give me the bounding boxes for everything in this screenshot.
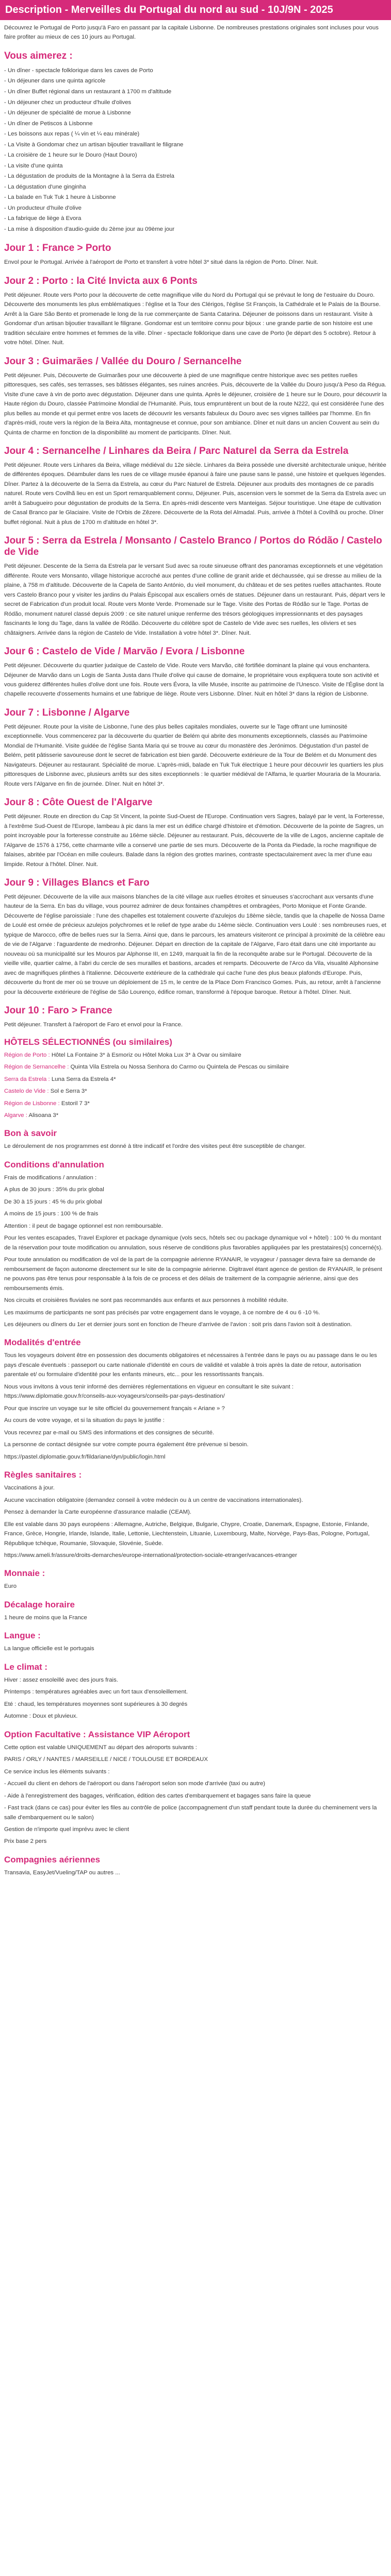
hotels-heading: HÔTELS SÉLECTIONNÉS (ou similaires) bbox=[4, 1037, 172, 1047]
section-title: Option Facultative : Assistance VIP Aéroport bbox=[4, 1729, 190, 1739]
section-text: Nous vous invitons à vous tenir informé des dernières réglementations en vigueur en consultant le site suivant : https://www.diplomatie.gouv.fr/conseils-aux-voyageurs/conseils-par-pays-destination/ bbox=[4, 1383, 294, 1400]
section-text: Ce service inclus les éléments suivants : bbox=[4, 1768, 110, 1775]
hotel-entry bbox=[4, 1087, 387, 1096]
hotel-name: Estoril 7 3* bbox=[61, 1100, 90, 1107]
section-title: Compagnies aériennes bbox=[4, 1854, 101, 1865]
hotel-entry bbox=[4, 1050, 387, 1060]
hotel-entry bbox=[4, 1062, 387, 1072]
section-text: Frais de modifications / annulation : bbox=[4, 1174, 97, 1181]
day-title: Jour 4 : Sernancelhe / Linhares da Beira / Parc Naturel da Serra da Estrela bbox=[4, 446, 349, 456]
section-text: Aucune vaccination obligatoire (demandez conseil à votre médecin ou à un centre de vaccinations internationales). bbox=[4, 1497, 303, 1503]
section-text: Nos circuits et croisières fluviales ne sont pas recommandés aux enfants et aux personnes à mobilité réduite. bbox=[4, 1297, 288, 1304]
section-title: Langue : bbox=[4, 1631, 41, 1641]
hotel-region: Région de Sernancelhe : bbox=[4, 1064, 69, 1071]
section-text: De 30 à 15 jours : 45 % du prix global bbox=[4, 1198, 102, 1205]
section-text: A moins de 15 jours : 100 % de frais bbox=[4, 1211, 99, 1217]
hotel-name: Alisoana 3* bbox=[28, 1112, 59, 1118]
highlight-item: - Un producteur d'huile d'olive bbox=[4, 205, 82, 211]
section-title: Bon à savoir bbox=[4, 1128, 57, 1139]
hotel-region: Algarve : bbox=[4, 1112, 27, 1118]
section-text: Hiver : assez ensoleillé avec des jours frais. bbox=[4, 1676, 118, 1683]
day-title: Jour 6 : Castelo de Vide / Marvão / Evora / Lisbonne bbox=[4, 646, 245, 657]
section-text: Automne : Doux et pluvieux. bbox=[4, 1713, 78, 1720]
hotel-entry bbox=[4, 1075, 387, 1084]
itinerary bbox=[4, 243, 387, 1029]
day-text: Petit déjeuner. Descente de la Serra da Estrela par le versant Sud avec sa route sinueuse offrant des panoramas exceptionnels et une végétation différente. Route vers Monsanto, village historique accroché aux pentes d'une colline de granit aride et déchaussée, qui se dresse au milieu de la plaine, à 758 m d'altitude. Découverte de la Capela de Santo António, du vieil monument, du château et de ses petites ruelles attachantes. Route vers Castelo Branco pour y visiter les jardins du Palais Épiscopal aux escaliers ornés de statues. Déjeuner dans un restaurant. Puis, départ vers le secret de Fabrication d'un produit local. Route vers Monte Verde. Promenade sur le Tage. Visite des Portas de Ródão sur le Tage. Portas de Ródão, monument naturel classé depuis 2009 : ce site naturel unique renferme des trésors géologiques impressionnants et des paysages fascinants le long du Tage, dans la vallée de Ródão. Découverte du célèbre spot de Castelo de Vide avec ses ruelles, les oliviers et ses châtaigners. Arrivée dans la région de Castelo de Vide. Installation à votre hôtel 3*. Dîner. Nuit. bbox=[4, 563, 385, 636]
hotel-entry bbox=[4, 1099, 387, 1108]
section-text: PARIS / ORLY / NANTES / MARSEILLE / NICE / TOULOUSE ET BORDEAUX bbox=[4, 1756, 208, 1763]
section-title: Conditions d'annulation bbox=[4, 1159, 104, 1170]
day-text: Petit déjeuner. Route en direction du Cap St Vincent, la pointe Sud-Ouest de l'Europe. Continuation vers Sagres, balayé par le vent, la Forteresse, à l'extrême Sud-Ouest de l'Europe, lambeau à pic dans la mer est un édifice chargé d'histoire et d'émotion. Découverte de la pointe de Sagres, un point incroyable pour la forteresse construite au 16ème siècle. Déjeuner au restaurant. Puis, découverte de la ville de Lagos, ancienne capitale de l'Algarve de 1576 à 1756, cette charmante ville a conservé une partie de ses murs. Découverte de la Ponta da Piedade, la roche magnifique de falaises, abritée par l'Océan en mille couleurs. Balade dans la région des grottes marines, contraste spectaculairement avec la mer d'une eau limpide. Retour à l'hôtel. Dîner. Nuit. bbox=[4, 814, 385, 868]
highlights-heading: Vous aimerez : bbox=[4, 50, 73, 61]
section-text: La langue officielle est le portugais bbox=[4, 1646, 94, 1652]
highlight-item: - La visite d'une quinta bbox=[4, 162, 63, 169]
hotel-name: Sol e Serra 3* bbox=[50, 1088, 87, 1095]
highlight-item: - La dégustation de produits de la Montagne à la Serra da Estrela bbox=[4, 173, 174, 180]
section-text: Vous recevrez par e-mail ou SMS des informations et des consignes de sécurité. bbox=[4, 1429, 215, 1436]
day-title: Jour 1 : France > Porto bbox=[4, 243, 111, 254]
section-title: Le climat : bbox=[4, 1662, 48, 1672]
page-title: Description - Merveilles du Portugal du nord au sud - 10J/9N - 2025 bbox=[0, 0, 391, 20]
day-text: Petit déjeuner. Transfert à l'aéroport de Faro et envol pour la France. bbox=[4, 1022, 183, 1028]
highlight-item: - Un déjeuner chez un producteur d'huile d'olives bbox=[4, 99, 132, 106]
section-text: https://www.ameli.fr/assure/droits-demarches/europe-international/protection-sociale-etranger/vacances-etranger bbox=[4, 1552, 297, 1558]
section-text: Les déjeuners ou dîners du 1er et dernier jours sont en fonction de l'heure d'arrivée de l'avion : soit pris dans l'avion soit à destination. bbox=[4, 1321, 352, 1328]
day-title: Jour 7 : Lisbonne / Algarve bbox=[4, 707, 130, 718]
day-title: Jour 8 : Côte Ouest de l'Algarve bbox=[4, 797, 153, 808]
highlight-item: - Un dîner Buffet régional dans un restaurant à 1700 m d'altitude bbox=[4, 89, 172, 95]
day-title: Jour 9 : Villages Blancs et Faro bbox=[4, 877, 150, 888]
section-text: Pour toute annulation ou modification de vol de la part de la compagnie aérienne RYANAIR, le voyageur / passager devra faire sa demande de remboursement de façon autonome directement sur le site de la compagnie aérienne. Digitravel étant agence de gestion de RYANAIR, le présent ne pouvons pas être tenus pour responsable à la fois de ce process et des délais de traitement de la compagnie aérienne, ainsi que des remboursements émis. bbox=[4, 1257, 382, 1292]
day-title: Jour 5 : Serra da Estrela / Monsanto / Castelo Branco / Portos do Ródão / Castelo de Vide bbox=[4, 535, 382, 558]
intro-text: Découvrez le Portugal de Porto jusqu'à Faro en passant par la capitale Lisbonne. De nombreuses prestations originales sont incluses pour vous faire profiter au mieux de ces 10 jours au Portugal. bbox=[4, 25, 379, 41]
section-text: Le déroulement de nos programmes est donné à titre indicatif et l'ordre des visites peut être susceptible de changer. bbox=[4, 1143, 306, 1150]
section-text: La personne de contact désignée sur votre compte pourra également être prévenue si besoin. bbox=[4, 1442, 249, 1448]
section-title: Décalage horaire bbox=[4, 1599, 75, 1609]
day-title: Jour 3 : Guimarães / Vallée du Douro / Sernancelhe bbox=[4, 355, 242, 367]
section-text: Elle est valable dans 30 pays européens : Allemagne, Autriche, Belgique, Bulgarie, Chypre, Croatie, Danemark, Espagne, Estonie, Finlande, France, Grèce, Hongrie, Irlande, Islande, Italie, Lettonie, Liechtenstein, Lituanie, Luxembourg, Malte, Norvège, Pays-Bas, Pologne, Portugal, République tchèque, Roumanie, Slovaquie, Slovénie, Suède. bbox=[4, 1521, 370, 1547]
highlight-item: - La fabrique de liège à Evora bbox=[4, 215, 82, 222]
section-text: 1 heure de moins que la France bbox=[4, 1614, 87, 1621]
hotel-region: Castelo de Vide : bbox=[4, 1088, 49, 1095]
hotel-region: Serra da Estrela : bbox=[4, 1076, 50, 1082]
section-text: Euro bbox=[4, 1583, 17, 1590]
section-text: Tous les voyageurs doivent être en possession des documents obligatoires et nécessaires à l'entrée dans le pays ou au passage dans le ou les pays d'escale éventuels : passeport ou carte nationale d'identité en cours de validité et valable à trois après la date de retour, autorisation parentale et/ ou formulaire d'identité pour les enfants mineurs, etc... pour les ressortissants français. bbox=[4, 1352, 377, 1378]
hotel-name: Luna Serra da Estrela 4* bbox=[51, 1076, 116, 1082]
section-text: Cette option est valable UNIQUEMENT au départ des aéroports suivants : bbox=[4, 1744, 197, 1751]
section-text: - Fast track (dans ce cas) pour éviter les files au contrôle de police (accompagnement d'un staff pendant toute la durée du cheminement vers la salle d'embarquement ou le salon) bbox=[4, 1805, 377, 1821]
section-text: Au cours de votre voyage, et si la situation du pays le justifie : bbox=[4, 1417, 165, 1424]
section-text: Transavia, EasyJet/Vueling/TAP ou autres ... bbox=[4, 1869, 120, 1876]
info-sections bbox=[4, 1128, 387, 1877]
highlight-item: - Un déjeuner dans une quinta agricole bbox=[4, 78, 106, 84]
highlight-item: - La balade en Tuk Tuk 1 heure à Lisbonne bbox=[4, 194, 116, 201]
section-text: Attention : il peut de bagage optionnel est non remboursable. bbox=[4, 1223, 163, 1229]
day-text: Envol pour le Portugal. Arrivée à l'aéroport de Porto et transfert à votre hôtel 3* situé dans la région de Porto. Dîner. Nuit. bbox=[4, 259, 318, 266]
day-text: Petit déjeuner. Puis, Découverte de Guimarães pour une découverte à pied de une magnifique centre historique avec ses petites ruelles pittoresques, ses cafés, ses terrasses, ses bâtisses élégantes, ses ruines ancrées. Puis, découverte de la Vallée du Douro jusqu'à Peso da Régua. Visite d'une cave à vin de porto avec dégustation. Déjeuner dans une quinta. Après le déjeuner, croisière de 1 heure sur le Douro, pour découvrir la Haute région du Douro, classée Patrimoine Mondial de l'Humanité. Puis, tous empruntèrent un bout de la route N222, qui est considérée l'une des plus belles au monde et qui permet entre vos lacets de découvrir les versants fabuleux du Douro avec ses vignes taillées par l'homme. En fin d'après-midi, route vers la région de la Beira Alta, montagneuse et connue, pour son ambiance. Dîner et nuit dans un ancien Couvent au sein du Quinta de charme en fonction de la disponibilité au moment de participants. Dîner. Nuit. bbox=[4, 372, 387, 436]
section-title: Règles sanitaires : bbox=[4, 1470, 82, 1480]
hotel-name: Quinta Vila Estrela ou Nossa Senhora do Carmo ou Quintela de Pescas ou similaire bbox=[70, 1064, 289, 1071]
section-text: A plus de 30 jours : 35% du prix global bbox=[4, 1187, 104, 1193]
day-text: Petit déjeuner. Découverte du quartier judaïque de Castelo de Vide. Route vers Marvão, cité fortifiée dominant la plaine qui vous enchantera. Déjeuner de Marvão dans un Logis de Santa Justa dans l'huile d'olive qui cause de domaine, le propriétaire vous expliquera toute son activité et vous guiderez différentes huiles d'olive dont une fois. Route vers Évora, la ville Musée, inscrite au patrimoine de l'Unesco. Visite de l'Église dont la chapelle recouverte d'ossements humains et une fabrique de liège. Route vers Lisbonne. Dîner. Nuit en hôtel 3* dans la région de Lisbonne. bbox=[4, 663, 384, 698]
highlight-item: - Les boissons aux repas ( ¼ vin et ¼ eau minérale) bbox=[4, 131, 140, 138]
hotels-list bbox=[4, 1050, 387, 1121]
section-text: Gestion de n'importe quel imprévu avec le client bbox=[4, 1826, 129, 1833]
section-title: Monnaie : bbox=[4, 1568, 45, 1579]
day-title: Jour 10 : Faro > France bbox=[4, 1005, 112, 1016]
highlight-item: - La mise à disposition d'audio-guide du 2ème jour au 09ème jour bbox=[4, 226, 175, 232]
section-text: - Accueil du client en dehors de l'aéroport ou dans l'aéroport selon son mode d'arrivée (taxi ou autre) bbox=[4, 1781, 266, 1787]
highlight-item: - La dégustation d'une ginginha bbox=[4, 183, 86, 190]
section-text: Printemps : températures agréables avec un fort taux d'ensoleillement. bbox=[4, 1689, 188, 1696]
day-text: Petit déjeuner. Route vers Linhares da Beira, village médiéval du 12e siècle. Linhares da Beira possède une diversité architecturale unique, héritée de différentes époques. Déambuler dans les rues de ce village musée épanoui à faire une pause sans le passé, une histoire et quelques légendes. Dîner. Partez à la découverte de la Serra da Estrela, au cœur du Parc Naturel de Estrela. Déjeuner aux produits des montagnes de ce paradis naturel. Route vers Covilhã lieu en est un Sport remarquablement connu, Déjeuner. Puis, ascension vers le sommet de la Serra da Estrela avec un arrêt à Sabugueiro pour dégustation de produits de la Serra. En après-midi descente vers Manteigas. Séjour touristique. Une étape de cultivation de Casal Branco par le Glaciaire. Visite de l'Orbis de Zêzere. Découverte de la Rota del Almadal. Puis, arrivée à l'hôtel à Covilhã ou proche. Dîner buffet régional. Nuit à plus de 1700 m d'altitude en hôtel 3*. bbox=[4, 462, 386, 526]
section-text: Vaccinations à jour. bbox=[4, 1485, 55, 1492]
section-text: Pour les ventes escapades, Travel Explorer et package dynamique (vols secs, hôtels sec ou package dynamique vol + hôtel) : 100 % du montant de la réservation pour toute modification ou annulation, sous réserve de conditions plus favorables appliquées par les prestataires(s) concerné(s). bbox=[4, 1235, 383, 1251]
section-title: Modalités d'entrée bbox=[4, 1337, 81, 1348]
section-text: Les maximums de participants ne sont pas précisés par votre engagement dans le voyage, à ce nombre de 4 ou 6 -10 %. bbox=[4, 1309, 320, 1316]
section-text: https://pastel.diplomatie.gouv.fr/fildariane/dyn/public/login.html bbox=[4, 1453, 166, 1460]
highlight-item: - Un dîner de Petiscos à Lisbonne bbox=[4, 120, 93, 127]
hotel-region: Région de Porto : bbox=[4, 1052, 50, 1058]
highlight-item: - Un dîner - spectacle folklorique dans les caves de Porto bbox=[4, 67, 153, 74]
highlight-item: - La Visite à Gondomar chez un artisan bijoutier travaillant le filigrane bbox=[4, 141, 184, 148]
section-text: Prix base 2 pers bbox=[4, 1838, 47, 1845]
highlights-list bbox=[4, 65, 387, 235]
hotel-entry bbox=[4, 1111, 387, 1120]
day-title: Jour 2 : Porto : la Cité Invicta aux 6 Ponts bbox=[4, 275, 198, 286]
hotel-region: Région de Lisbonne : bbox=[4, 1100, 60, 1107]
section-text: Pour que inscrire un voyage sur le site officiel du gouvernement français « Ariane » ? bbox=[4, 1405, 225, 1412]
section-text: Pensez à demander la Carte européenne d'assurance maladie (CEAM). bbox=[4, 1509, 192, 1516]
section-text: Eté : chaud, les températures moyennes sont supérieures à 30 degrés bbox=[4, 1701, 188, 1707]
highlight-item: - La croisière de 1 heure sur le Douro (Haut Douro) bbox=[4, 152, 137, 159]
day-text: Petit déjeuner. Découverte de la ville aux maisons blanches de la cité village aux ruelles étroites et sinueuses s'accrochant aux versants d'une hauteur de la Serra. En bas du village, vous pourrez admirer de deux fontaines champêtres et ombragées, Porto Monique et Fonte Grande. Découverte de l'église paroissiale : l'une des chapelles est totalement couverte d'azulejos du 18ème siècle, tandis que la chapelle de Nossa Dame de Loulé est ornée de précieux azulejos polychromes et le relief de type arabe du 14ème siècle. Continuation vers Loulé : ses nombreuses rues, et typique de Marocco, offre de belles rues sur la Serra. Ainsi que, dans le parcours, les amateurs visiteront ce principal à proximité de la célèbre eau de vie de l'Algarve : l'aguardente de medronho. Déjeuner. Départ en direction de la capitale de l'Algarve, Faro était dans une cité importante au nouveau où sa municipalité sur les Mouros par Alphonse III, en 1249, marquait la fin de la reconquête arabe sur le Portugal. Découverte de la vieille ville, quartier calme, à l'abri du cercle de ses murailles et bastions, arcades et remparts. Découverte de l'Arco da Vila, visualité Alphonsine avec de magnifiques plinthes à l'italienne. Découverte extérieure de la cathédrale qui cache l'une des plus beaux plafonds d'Europe. Puis, découverte du front de mer où se trouve un déploiement de 15 m, le centre de la Place Dom Francisco Gomes. Puis, au retour, arrêt à l'ancienne pour la découverte extérieure de l'église de São Lourenço, édifice roman, transformé à l'époque baroque. Retour à l'hôtel. Dîner. Nuit. bbox=[4, 894, 386, 995]
hotel-name: Hôtel La Fontaine 3* à Esmoriz ou Hôtel Moka Lux 3* à Ovar ou similaire bbox=[51, 1052, 241, 1058]
highlight-item: - Un déjeuner de spécialité de morue à Lisbonne bbox=[4, 110, 131, 116]
day-text: Petit déjeuner. Route pour la visite de Lisbonne, l'une des plus belles capitales mondiales, ouverte sur le Tage offrant une luminosité exceptionnelle. Vous commencerez par la découverte du quartier de Belém qui abrite des monuments exceptionnels, classés au Patrimoine Mondial de l'Humanité. Visite guidée de l'église Santa Maria qui se trouve au cœur du monastère des Jerónimos. Dégustation d'un pastel de Belém, petit pâtisserie savoureuse dont le secret de fabrication est bien gardé. Découverte extérieure de la Tour de Belém et du Monument des Navigateurs. Déjeuner au restaurant. Spécialité de morue. L'après-midi, balade en Tuk Tuk électrique 1 heure pour découvrir les quartiers les plus pittoresques de Lisbonne avec, plusieurs arrêts sur des sites exceptionnels : le quartier médiéval de l'Alfama, le quartier Mouraria de la Mouraria. Route vers l'Algarve en fin de journée. Dîner. Nuit en hôtel 3*. bbox=[4, 723, 384, 787]
day-text: Petit déjeuner. Route vers Porto pour la découverte de cette magnifique ville du Nord du Portugal qui se prévaut le long de l'estuaire du Douro. Découverte des monuments les plus emblématiques : l'église et la Tour des Clérigos, l'église St François, la Cathédrale et le Palais de la Bourse. Arrêt à la Gare São Bento et promenade le long de la rue commerçante de Santa Catarina. Déjeuner de poissons dans un restaurant. Visite à Gondomar d'un artisan bijoutier travaillant le filigrane. Gondomar est un territoire connu pour bijoux : une grande partie de son histoire est une tradition séculaire entre hommes et femmes de la ville. Dîner - spectacle folklorique dans une cave de Porto (le départ des 5 octobre). Retour à votre hôtel. Dîner. Nuit. bbox=[4, 292, 381, 346]
document-content bbox=[0, 23, 391, 1877]
section-text: - Aide à l'enregistrement des bagages, vérification, édition des cartes d'embarquement et bagages sans faire la queue bbox=[4, 1792, 311, 1799]
